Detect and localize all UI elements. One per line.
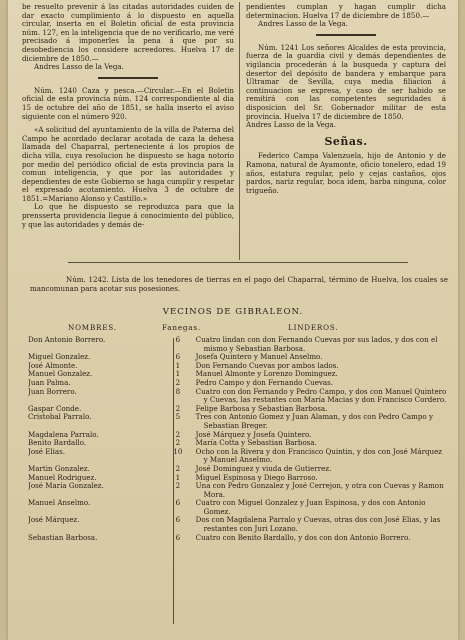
table-row <box>28 534 448 543</box>
holder-fanegas: 5 <box>175 412 181 422</box>
holder-linderos-cell <box>190 482 448 499</box>
newspaper-page <box>8 0 458 640</box>
table-row <box>28 448 448 465</box>
holder-name: Manuel Anselmo. <box>28 499 91 508</box>
holder-name: Sebastian Barbosa. <box>28 533 98 542</box>
holder-linderos: Don Fernando Cuevas por ambos lados. <box>195 360 339 370</box>
table-title: VECINOS DE GIBRALEON. <box>162 307 304 317</box>
holder-linderos: Miguel Espinosa y Diego Barroso. <box>195 472 318 482</box>
holder-linderos: Cuatro con Benito Bardallo, y dos con don Antonio Borrero. <box>195 532 411 542</box>
section-divider <box>98 77 158 79</box>
holder-linderos: Dos con Magdalena Parralo y Cuevas, otras dos con José Elias, y las restantes con Juri Lozano. <box>195 515 441 534</box>
right-column <box>246 3 446 195</box>
holder-name: José Elias. <box>28 447 66 456</box>
holder-name: Juan Borrero. <box>28 387 77 396</box>
table-row <box>28 499 448 516</box>
left-paragraph-2: Núm. 1240 Caza y pesca.—Circular.—En el Boletin oficial de esta provincia núm. 124 correspondiente al dia 15 de octubre del año de 1851, se halla inserto el aviso siguiente con el número 920. <box>22 85 234 121</box>
holder-linderos-cell <box>190 499 448 516</box>
right-paragraph-1: pendientes cumplan y hagan cumplir dicha determinacion. Huelva 17 de diciembre de 1850.— <box>246 2 446 20</box>
holder-name: Martin Gonzalez. <box>28 464 90 473</box>
right-signature-1: Andres Lasso de la Vega. <box>258 19 348 29</box>
holder-fanegas: 1 <box>175 369 181 379</box>
holder-linderos: Cuatro con don Fernando y Pedro Campo, y dos con Manuel Quintero y Cuevas, las restantes con María Macias y don Francisco Cordero. <box>195 386 447 405</box>
left-paragraph-4: Lo que he dispuesto se reproduzca para que la prensserta providencia llegue á conocimiento del público, y que las autoridades y demás de- <box>22 202 234 229</box>
holder-fanegas: 2 <box>175 403 181 413</box>
holder-fanegas: 6 <box>175 335 181 344</box>
right-paragraph-3: Federico Campa Valenzuela, hijo de Antonio y de Ramona, natural de Ayamonte, oficio tonelero, edad 19 años, estatura regular, pelo y cejas castaños, ojos pardos, nariz regular, boca idem, barba ninguna, color trigueño. <box>246 151 446 195</box>
holder-fanegas: 2 <box>175 438 181 448</box>
holder-linderos-cell <box>190 413 448 430</box>
senas-title: Señas. <box>324 134 368 148</box>
holder-linderos: Pedro Campo y don Fernando Cuevas. <box>195 377 333 387</box>
holder-name: Cristobal Parralo. <box>28 413 92 422</box>
holder-linderos: José Márquez y Josefa Quintero. <box>195 429 312 439</box>
left-paragraph-1: be resuelto prevenir á las citadas autoridades cuiden de dar exacto cumplimiento á lo dispuesto en aquella circular, inserta en el Boletin oficial de esta provincia núm. 127, en la inteligencia que de no verificarlo, me veré precisado á imponerles la pena á que por su desobediencia los considere acreedores. Huelva 17 de diciembre de 1850.— <box>22 2 234 63</box>
holder-linderos: José Dominguez y viuda de Gutierrez. <box>195 463 332 473</box>
left-signature-1: Andres Lasso de la Vega. <box>34 62 124 72</box>
holder-linderos-cell <box>190 516 448 533</box>
holder-fanegas: 2 <box>175 463 181 473</box>
holder-name: Manuel Gonzalez. <box>28 370 93 379</box>
section-divider <box>316 34 376 36</box>
holder-linderos-cell <box>190 448 448 465</box>
holder-linderos: Manuel Almonte y Lorenzo Dominguez. <box>195 369 338 379</box>
table-row <box>28 388 448 405</box>
holder-linderos: Tres con Antonio Gomez y Juan Alaman, y dos con Pedro Campo y Sebastian Breger. <box>195 412 433 430</box>
column-rule <box>239 2 240 260</box>
holder-name: Manuel Rodriguez. <box>28 473 97 482</box>
holder-name: Benito Bardallo. <box>28 439 87 448</box>
holder-name: Juan Palma. <box>28 378 71 387</box>
right-paragraph-2: Núm. 1241 Los señores Alcaldes de esta provincia, fuerza de la guardia civil y demás dependientes de vigilancia procederán á la busqueda y captura del desertor del depósito de bandera y embarque para Ultramar de Sevilla, cuya media filiacion á continuacion se expresa, y caso de ser habido se remitirá con las competentes seguridades á disposicion del Sr. Gobernador militar de esta provincia. Huelva 17 de diciembre de 1850. <box>246 42 446 121</box>
header-fanegas: Fanegas. <box>162 323 201 332</box>
holder-linderos: Josefa Quintero y Manuel Anselmo. <box>195 352 323 362</box>
holder-fanegas: 8 <box>175 386 181 396</box>
holder-fanegas: 2 <box>175 481 181 491</box>
holders-table <box>28 336 448 542</box>
holder-linderos-cell <box>190 336 448 353</box>
holder-name: José Márquez. <box>28 516 80 525</box>
holder-linderos: Cuatro con Miguel Gonzalez y Juan Espinosa, y dos con Antonio Gomez. <box>195 498 426 516</box>
holder-name: Miguel Gonzalez. <box>28 353 91 362</box>
holder-name: José María Gonzalez. <box>28 482 104 491</box>
holder-linderos: Ocho con la Rivera y don Francisco Quintin, y dos con José Márquez y Manuel Anselmo. <box>195 446 443 465</box>
holder-fanegas: 1 <box>175 360 181 370</box>
holder-fanegas: 1 <box>175 472 181 482</box>
holder-linderos: Una con Pedro Gonzalez y José Cerrejon, y otra con Cuevas y Ramon Mora. <box>195 481 444 499</box>
table-row <box>28 482 448 499</box>
holder-name: Gaspar Conde. <box>28 404 82 413</box>
notice-1242: Núm. 1242. Lista de los tenedores de tierras en el pago del Chaparral, término de Huelva, los cuales se mancomunan para acotar sus posesiones. <box>30 275 448 293</box>
table-row <box>28 336 448 353</box>
table-row <box>28 516 448 533</box>
holder-fanegas: 10 <box>173 446 183 456</box>
holder-fanegas: 6 <box>175 498 181 508</box>
header-linderos: LINDEROS. <box>288 323 339 332</box>
holder-fanegas: 6 <box>175 515 181 525</box>
holder-linderos: María Cotta y Sebastian Barbosa. <box>195 438 317 448</box>
left-column <box>22 3 234 229</box>
header-names: NOMBRES. <box>68 323 117 332</box>
holder-fanegas: 6 <box>175 352 181 362</box>
full-width-rule <box>68 262 408 263</box>
right-signature-2: Andres Lasso de la Vega. <box>246 120 336 130</box>
left-paragraph-3: «A solicitud del ayuntamiento de la villa de Paterna del Campo he acordado declarar acotada de caza la dehesa llamada del Chaparral, perteneciente á los propios de dicha villa, cuya resolucion he dispuesto se haga notorio por medio del periódico oficial de esta provincia para la comun inteligencia, y que por las autoridades y dependientes de este Gobierno se haga cumplir y respetar el expresado acotamiento. Huelva 3 de octubre de 1851.=Mariano Alonso y Castillo.» <box>22 125 234 203</box>
holder-linderos-cell <box>190 534 448 543</box>
holder-fanegas: 2 <box>175 429 181 439</box>
holder-fanegas: 2 <box>175 377 181 387</box>
holder-name: Magdalena Parralo. <box>28 430 99 439</box>
table-row <box>28 413 448 430</box>
holder-linderos: Felipe Barbosa y Sebastian Barbosa. <box>195 403 328 413</box>
holder-linderos-cell <box>190 388 448 405</box>
holder-linderos: Cuatro lindan con don Fernando Cuevas por sus lados, y dos con el mismo y Sebastian Barbosa. <box>195 335 438 353</box>
holder-name: José Almonte. <box>28 361 78 370</box>
holder-name: Don Antonio Borrero. <box>28 336 106 344</box>
holder-fanegas: 6 <box>175 532 181 542</box>
